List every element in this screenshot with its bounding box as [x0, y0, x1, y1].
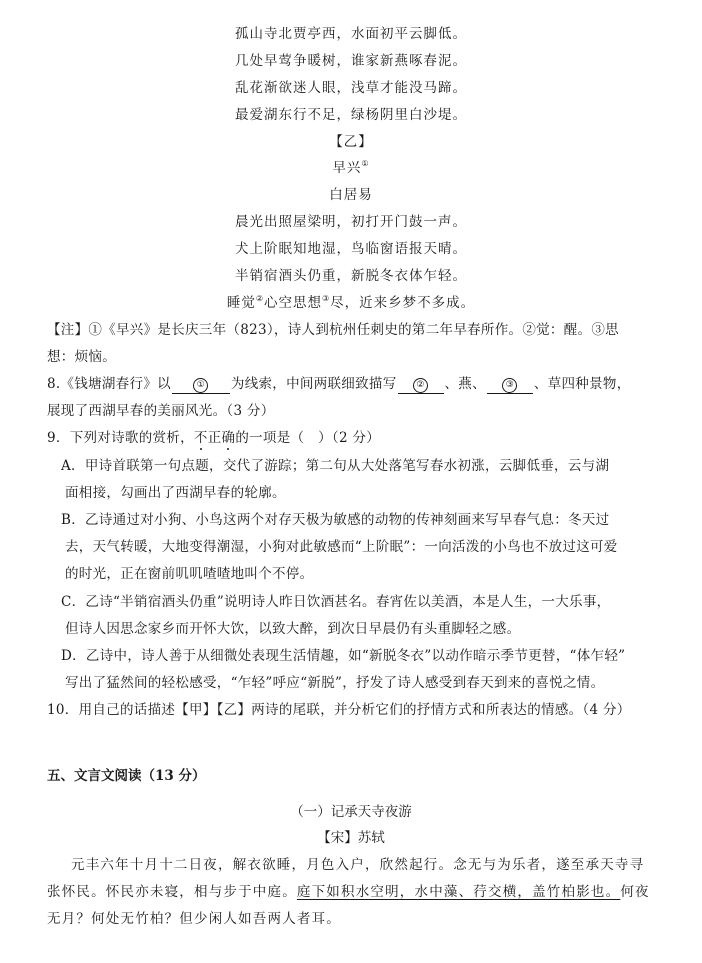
option-c-cont: 但诗人因思念家乡而开怀大饮，以致大醉，到次日早晨仍有头重脚轻之感。 [65, 621, 521, 637]
option-a[interactable]: A．甲诗首联第一句点题，交代了游踪；第二句从大处落笔写春水初涨，云脚低垂，云与湖 [61, 458, 610, 474]
footnote-mark: ③ [322, 294, 331, 303]
question-text: 8.《钱塘湖春行》以 [47, 376, 171, 392]
poem-b-title-text: 早兴 [332, 160, 362, 176]
passage-line: 元丰六年十月十二日夜，解衣欲睡，月色入户，欣然起行。念无与为乐者，遂至承天寺寻 [71, 857, 645, 873]
passage-title: （一）记承天寺夜游 [290, 804, 412, 820]
poem-b-line: 犬上阶眠知地湿，鸟临窗语报天晴。 [235, 241, 467, 257]
option-a-cont: 面相接，勾画出了西湖早春的轮廓。 [65, 485, 286, 501]
poem-b-label: 【乙】 [329, 134, 373, 150]
question-8 [47, 372, 631, 394]
poem-b-title [0, 156, 702, 176]
question-text: 9．下列对诗歌的赏析， [47, 430, 194, 446]
question-10: 10．用自己的话描述【甲】【乙】两诗的尾联，并分析它们的抒情方式和所表达的情感。（4 分） [47, 702, 631, 718]
passage-text: 张怀民。怀民亦未寝，相与步于中庭。 [47, 884, 297, 900]
question-9 [47, 426, 380, 446]
note-line: 想：烦恼。 [47, 349, 116, 365]
passage-author: 【宋】苏轼 [317, 830, 385, 846]
note-line: 【注】①《早兴》是长庆三年（823），诗人到杭州任刺史的第二年早春所作。②觉：醒。③思 [47, 322, 619, 338]
emphasis-char: 确 [221, 430, 236, 446]
poem-a-line: 几处早莺争暖树，谁家新燕啄春泥。 [235, 53, 467, 69]
question-text: 的一项是（ ）（2 分） [235, 430, 381, 446]
underlined-sentence: 庭下如积水空明，水中藻、荇交横，盖竹柏影也。 [296, 884, 621, 900]
answer-blank[interactable] [172, 377, 230, 394]
poem-text: 尽，近来乡梦不多成。 [330, 295, 476, 311]
poem-b-line [0, 291, 702, 311]
option-b-cont: 的时光，正在窗前叽叽喳喳地叫个不停。 [65, 566, 314, 582]
section-title: 五、文言文阅读（13 分） [47, 768, 206, 784]
poem-a-line: 孤山寺北贾亭西，水面初平云脚低。 [235, 26, 467, 42]
footnote-mark: ① [361, 159, 370, 168]
emphasis-char: 不 [193, 430, 208, 446]
answer-blank[interactable] [487, 377, 533, 394]
passage-text: 何夜 [620, 884, 650, 900]
option-d-cont: 写出了猛然间的轻松感受，“乍轻”呼应“新脱”，抒发了诗人感受到春天到来的喜悦之情。 [65, 675, 605, 691]
passage-line [47, 880, 650, 900]
poem-b-author: 白居易 [329, 187, 373, 203]
poem-a-line: 乱花渐欲迷人眼，浅草才能没马蹄。 [235, 80, 467, 96]
blank-number: ③ [502, 378, 517, 393]
question-text: 为线索，中间两联细致描写 [230, 376, 397, 392]
poem-b-line: 晨光出照屋梁明，初打开门鼓一声。 [235, 214, 467, 230]
question-text: 、燕、 [444, 376, 486, 392]
question-8-line2: 展现了西湖早春的美丽风光。（3 分） [47, 403, 275, 419]
poem-b-line: 半销宿酒头仍重，新脱冬衣体乍轻。 [235, 268, 467, 284]
answer-blank[interactable] [398, 377, 444, 394]
option-d[interactable]: D．乙诗中，诗人善于从细微处表现生活情趣，如“新脱冬衣”以动作暗示季节更替，“体乍轻” [61, 648, 626, 664]
footnote-mark: ② [255, 294, 264, 303]
poem-text: 睡觉 [226, 295, 256, 311]
option-b[interactable]: B．乙诗通过对小狗、小鸟这两个对存天极为敏感的动物的传神刻画来写早春气息：冬天过 [61, 512, 610, 528]
option-b-cont: 去，天气转暖，大地变得潮湿，小狗对此敏感而“上阶眠”：一向活泼的小鸟也不放过这可爱 [65, 539, 618, 555]
question-text: 、草四种景物， [533, 376, 631, 392]
poem-text: 心空思想 [264, 295, 322, 311]
blank-number: ② [413, 378, 428, 393]
question-text: 正 [207, 430, 222, 446]
blank-number: ① [193, 378, 208, 393]
option-c[interactable]: C．乙诗“半销宿酒头仍重”说明诗人昨日饮酒甚名。春宵佐以美酒，本是人生，一大乐事， [61, 594, 611, 610]
poem-a-line: 最爱湖东行不足，绿杨阴里白沙堤。 [235, 107, 467, 123]
passage-line: 无月？何处无竹柏？但少闲人如吾两人者耳。 [47, 911, 341, 927]
